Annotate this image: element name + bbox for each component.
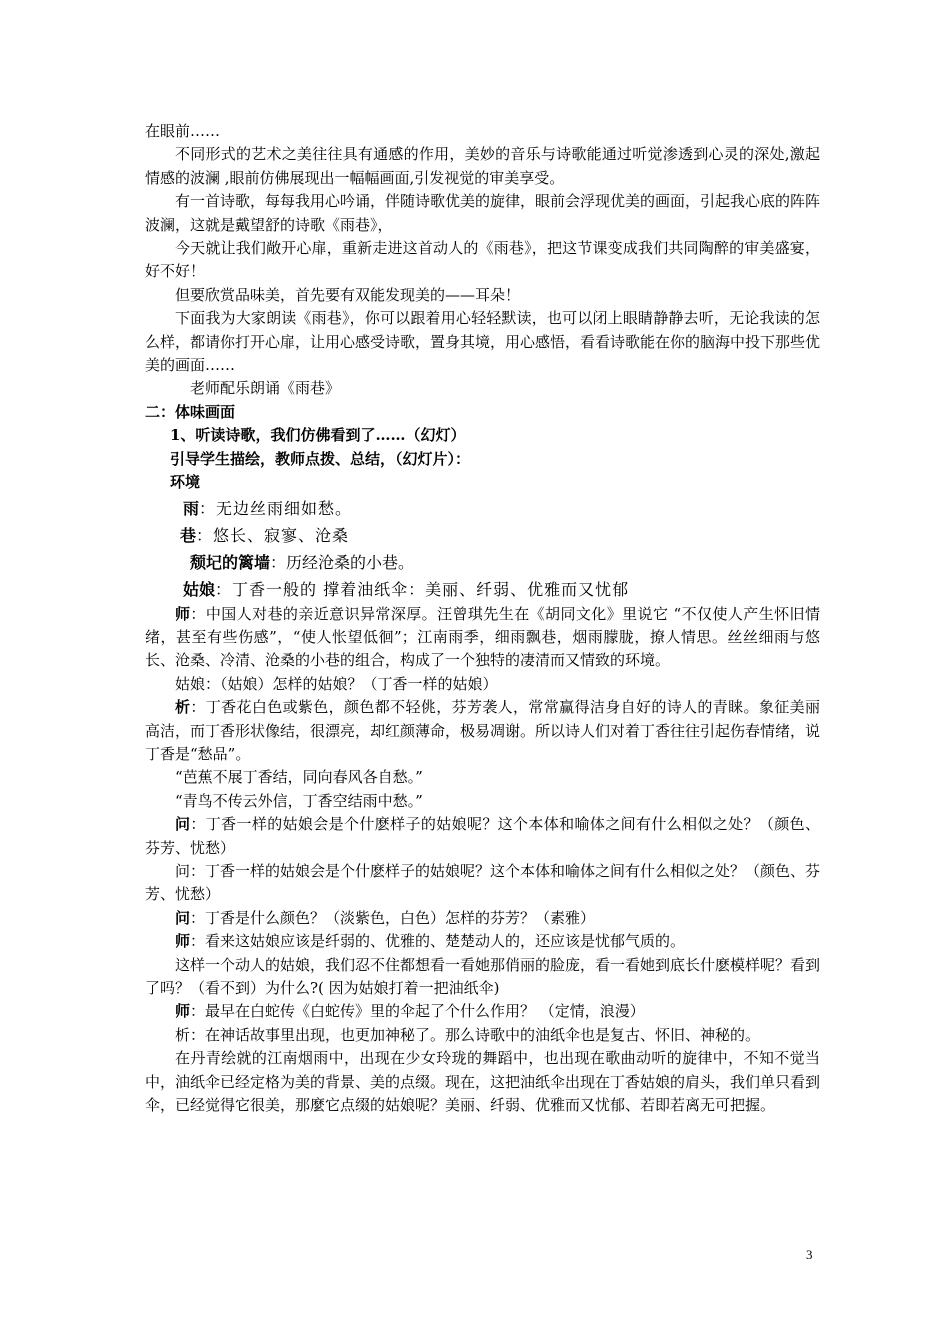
paragraph — [145, 696, 820, 766]
lane-text: ：悠长、寂寥、沧桑 — [196, 525, 350, 545]
wall-text: ：历经沧桑的小巷。 — [270, 552, 415, 572]
paragraph-text: ：丁香花白色或紫色，颜色都不轻佻，芬芳袭人，常常赢得洁身自好的诗人的青睐。象征美丽高洁，而丁香形状像结，很漂亮，却红颜薄命，极易凋谢。所以诗人们对着丁香往往引起伤春情绪，说丁香是“愁品”。 — [145, 698, 821, 763]
section-heading: 二：体味画面 — [145, 402, 236, 421]
speaker-label: 师 — [175, 1002, 191, 1021]
quote-line: “芭蕉不展丁香结，同向春风各自愁。” — [175, 768, 423, 787]
speaker-label: 问 — [175, 908, 191, 927]
page-number: 3 — [806, 1247, 813, 1262]
speaker-label: 师 — [175, 604, 191, 623]
wall-item — [145, 549, 820, 576]
paragraph: 不同形式的艺术之美往往具有通感的作用，美妙的音乐与诗歌能通过听觉渗透到心灵的深处,激起情感的波澜 ,眼前仿佛展现出一幅幅画面,引发视觉的审美享受。 — [145, 145, 820, 187]
text-line: 在眼前…… — [145, 122, 221, 140]
lane-label: 巷 — [180, 525, 197, 545]
rain-text: ：无边丝雨细如愁。 — [199, 498, 353, 518]
instruction-line: 引导学生描绘，教师点拨、总结，（幻灯片）： — [170, 449, 471, 468]
text-line: 析：在神话故事里出现，也更加神秘了。那么诗歌中的油纸伞也是复古、怀旧、神秘的。 — [175, 1025, 761, 1044]
paragraph — [145, 813, 820, 860]
speaker-label: 问 — [175, 815, 191, 834]
text-line: 老师配乐朗诵《雨巷》 — [190, 379, 341, 398]
speaker-label: 析 — [175, 698, 191, 717]
rain-item — [145, 495, 820, 522]
girl-text: ：丁香一般的 撑着油纸伞：美丽、纤弱、优雅而又忧郁 — [215, 579, 630, 599]
paragraph: 下面我为大家朗读《雨巷》，你可以跟着用心轻轻默读，也可以闭上眼睛静静去听，无论我读的怎么样，都请你打开心扉，让用心感受诗歌，置身其境，用心感悟，看看诗歌能在你的脑海中投下那些优美的画面…… — [145, 309, 821, 375]
document-body — [145, 120, 820, 1117]
paragraph: 问：丁香一样的姑娘会是个什麽样子的姑娘呢？这个本体和喻体之间有什么相似之处？（颜色、芬芳、忧愁） — [145, 861, 821, 904]
paragraph: 在丹青绘就的江南烟雨中，出现在少女玲珑的舞蹈中，也出现在歌曲动听的旋律中，不知不觉当中，油纸伞已经定格为美的背景、美的点缀。现在，这把油纸伞出现在丁香姑娘的肩头，我们单只看到伞，已经觉得它很美，那麼它点缀的姑娘呢？美丽、纤弱、优雅而又忧郁、若即若离无可把握。 — [145, 1049, 821, 1115]
rain-label: 雨 — [183, 498, 200, 518]
line-text: ：看来这姑娘应该是纤弱的、优雅的、楚楚动人的，还应该是忧郁气质的。 — [190, 932, 686, 951]
lane-item — [145, 522, 820, 549]
paragraph: 有一首诗歌，每每我用心吟诵，伴随诗歌优美的旋律，眼前会浮现优美的画面，引起我心底的阵阵波澜，这就是戴望舒的诗歌《雨巷》， — [145, 192, 821, 234]
line-text: ：丁香是什么颜色？（淡紫色，白色）怎样的芬芳？（素雅） — [190, 908, 596, 927]
girl-label: 姑娘 — [183, 579, 216, 599]
quote-line: “青鸟不传云外信，丁香空结雨中愁。” — [175, 791, 423, 810]
paragraph-text: ：丁香一样的姑娘会是个什麽样子的姑娘呢？这个本体和喻体之间有什么相似之处？（颜色、芬芳、忧愁） — [145, 815, 820, 857]
subsection-heading: 1、听读诗歌，我们仿佛看到了……（幻灯） — [170, 426, 466, 445]
text-line — [145, 907, 820, 930]
paragraph: 今天就让我们敞开心扉，重新走进这首动人的《雨巷》，把这节课变成我们共同陶醉的审美盛宴，好不好！ — [145, 239, 820, 281]
text-line: 姑娘：（姑娘）怎样的姑娘？（丁香一样的姑娘） — [175, 674, 498, 693]
wall-label: 颓圮的篱墙 — [190, 552, 271, 572]
paragraph-text: ：中国人对巷的亲近意识异常深厚。汪曾琪先生在《胡同文化》里说它 “不仅使人产生怀旧情绪，甚至有些伤感”，“使人怅望低徊”；江南雨季，细雨飘巷，烟雨朦胧，撩人情思。丝丝细雨与悠长、沧桑、冷清、沧桑的小巷的组合，构成了一个独特的凄清而又情致的环境。 — [145, 604, 820, 670]
text-line — [145, 930, 820, 953]
environment-label: 环境 — [170, 473, 201, 492]
text-line — [145, 1000, 820, 1023]
paragraph: 但要欣赏品味美，首先要有双能发现美的——耳朵！ — [175, 285, 521, 304]
paragraph: 这样一个动人的姑娘，我们忍不住都想看一看她那俏丽的脸庞，看一看她到底长什麽模样呢？看到了吗？（看不到）为什么?( 因为姑娘打着一把油纸伞) — [145, 955, 821, 997]
paragraph — [145, 603, 820, 673]
speaker-label: 师 — [175, 932, 191, 951]
girl-item — [145, 576, 820, 603]
line-text: ：最早在白蛇传《白蛇传》里的伞起了个什么作用？ （定情，浪漫） — [190, 1002, 645, 1021]
